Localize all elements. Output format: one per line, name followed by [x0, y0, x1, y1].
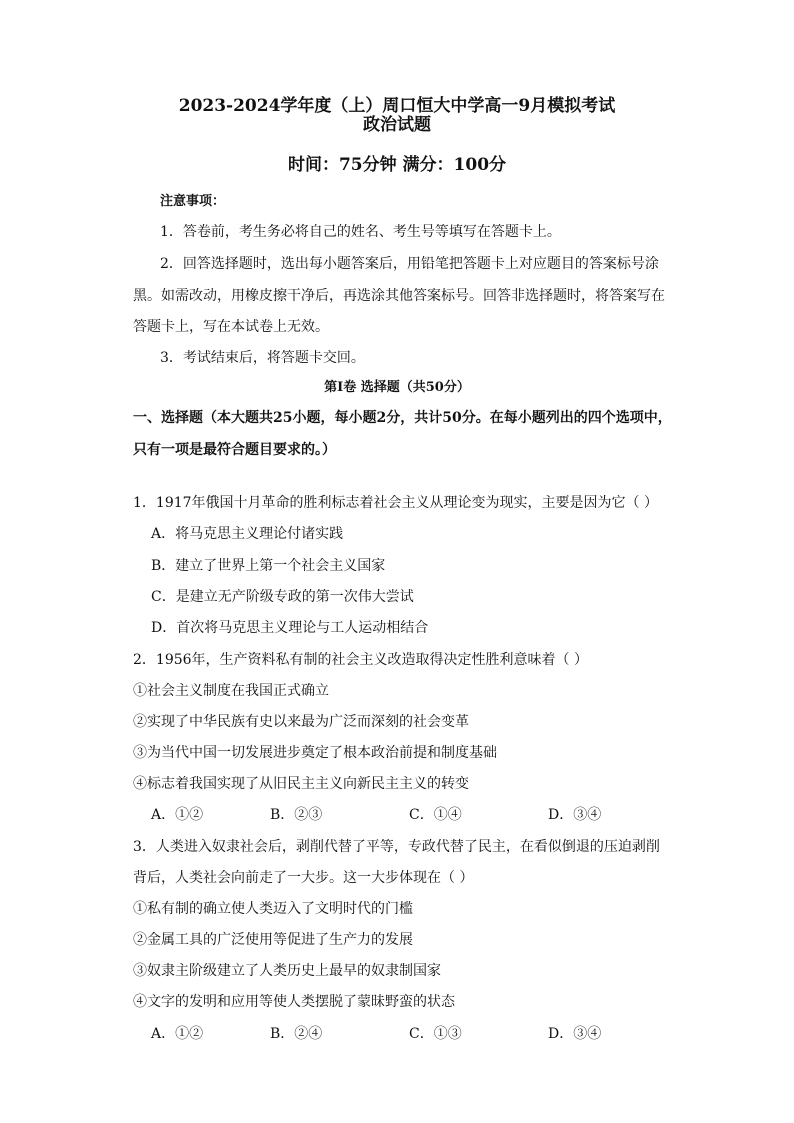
q3-option-a: A．①② — [151, 1026, 204, 1042]
q3-statement-2: ②金属工具的广泛使用等促进了生产力的发展 — [133, 932, 413, 948]
note-2-line-2: 黑。如需改动，用橡皮擦干净后，再选涂其他答案标号。回答非选择题时，将答案写在 — [133, 288, 665, 304]
q1-option-c: C．是建立无产阶级专政的第一次伟大尝试 — [151, 589, 414, 605]
exam-title: 2023-2024学年度（上）周口恒大中学高一9月模拟考试 — [178, 96, 616, 116]
part1-instructions-line-2: 只有一项是最符合题目要求的。） — [133, 442, 336, 458]
q3-statement-3: ③奴隶主阶级建立了人类历史上最早的奴隶制国家 — [133, 963, 441, 979]
q3-statement-1: ①私有制的确立使人类迈入了文明时代的门槛 — [133, 901, 413, 917]
q2-statement-4: ④标志着我国实现了从旧民主主义向新民主主义的转变 — [133, 776, 469, 792]
q2-option-d: D．③④ — [548, 807, 602, 823]
q2-option-c: C．①④ — [409, 807, 462, 823]
note-3: 3．考试结束后，将答题卡交回。 — [160, 350, 365, 366]
subject-title: 政治试题 — [363, 115, 431, 135]
q3-stem-line-1: 3．人类进入奴隶社会后，剥削代替了平等，专政代替了民主，在看似倒退的压迫剥削 — [133, 839, 660, 855]
part1-heading: 第Ⅰ卷 选择题（共50分） — [324, 380, 470, 395]
time-score: 时间：75分钟 满分：100分 — [287, 155, 507, 175]
q1-option-d: D．首次将马克思主义理论与工人运动相结合 — [151, 620, 429, 636]
q2-option-b: B．②③ — [270, 807, 323, 823]
q3-option-d: D．③④ — [548, 1026, 602, 1042]
q3-stem-line-2: 背后，人类社会向前走了一大步。这一大步体现在（ ） — [133, 870, 474, 886]
q2-statement-3: ③为当代中国一切发展进步奠定了根本政治前提和制度基础 — [133, 745, 497, 761]
note-1: 1．答卷前，考生务必将自己的姓名、考生号等填写在答题卡上。 — [160, 224, 561, 240]
q3-statement-4: ④文字的发明和应用等使人类摆脱了蒙昧野蛮的状态 — [133, 994, 455, 1010]
q2-stem: 2．1956年，生产资料私有制的社会主义改造取得决定性胜利意味着（ ） — [133, 652, 588, 668]
q1-option-a: A．将马克思主义理论付诸实践 — [151, 526, 344, 542]
q2-statement-2: ②实现了中华民族有史以来最为广泛而深刻的社会变革 — [133, 714, 469, 730]
q3-option-c: C．①③ — [409, 1026, 462, 1042]
q3-option-b: B．②④ — [270, 1026, 323, 1042]
note-2-line-3: 答题卡上，写在本试卷上无效。 — [133, 319, 329, 335]
q1-stem: 1．1917年俄国十月革命的胜利标志着社会主义从理论变为现实，主要是因为它（ ） — [133, 495, 658, 511]
q2-option-a: A．①② — [151, 807, 204, 823]
notes-heading: 注意事项： — [160, 194, 226, 209]
note-2-line-1: 2．回答选择题时，选出每小题答案后，用铅笔把答题卡上对应题目的答案标号涂 — [160, 256, 659, 272]
part1-instructions-line-1: 一、选择题（本大题共25小题，每小题2分，共计50分。在每小题列出的四个选项中， — [133, 410, 672, 426]
q2-statement-1: ①社会主义制度在我国正式确立 — [133, 683, 329, 699]
q1-option-b: B．建立了世界上第一个社会主义国家 — [151, 558, 386, 574]
